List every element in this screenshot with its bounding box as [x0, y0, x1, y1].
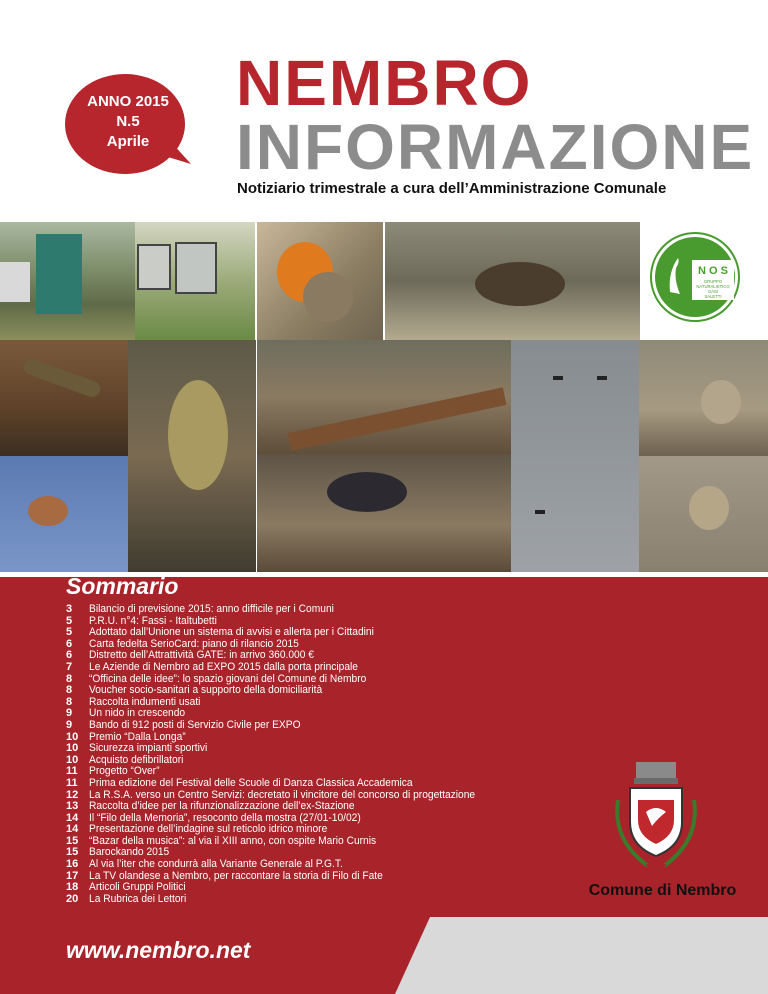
- sommario-item-page: 16: [66, 858, 79, 871]
- sommario-item-title: Raccolta indumenti usati: [89, 695, 201, 708]
- sommario-item-page: 15: [66, 846, 79, 859]
- photo-lizard: [0, 340, 128, 456]
- sommario-item-page: 11: [66, 765, 78, 778]
- sommario-item-page: 13: [66, 800, 79, 813]
- sommario-item-title: Barockando 2015: [89, 846, 170, 859]
- sommario-heading: Sommario: [66, 573, 179, 599]
- nos-logo-line2: NATURALISTICO: [696, 284, 730, 289]
- sommario-list: [66, 604, 586, 905]
- sommario-item-page: 7: [66, 660, 73, 673]
- sommario-item-title: Acquisto defibrillatori: [89, 753, 184, 766]
- issue-year: ANNO 2015: [87, 93, 169, 110]
- sommario-item-title: Presentazione dell’indagine sul reticolo idrico minore: [89, 823, 328, 836]
- sommario-item-page: 5: [66, 626, 73, 639]
- sommario-item-title: Prima edizione del Festival delle Scuole di Danza Classica Accademica: [89, 776, 413, 789]
- masthead-title-line1: NEMBRO: [236, 47, 533, 119]
- sommario-item-page: 3: [66, 603, 73, 615]
- photo-moorhen: [257, 454, 511, 572]
- coat-of-arms-icon: [608, 760, 704, 878]
- comune-label: Comune di Nembro: [588, 882, 737, 899]
- sommario-item-title: P.R.U. n°4: Fassi - Italtubetti: [89, 614, 217, 627]
- sommario-item-title: Il “Filo della Memoria”, resoconto della mostra (27/01-10/02): [89, 811, 361, 824]
- sommario-item-page: 9: [66, 718, 73, 731]
- masthead-subtitle: Notiziario trimestrale a cura dell’Amministrazione Comunale: [237, 180, 667, 197]
- photo-grebe: [385, 222, 640, 340]
- sommario-item-page: 5: [66, 614, 73, 627]
- sommario-item-title: Sicurezza impianti sportivi: [89, 742, 208, 755]
- issue-badge: [63, 92, 193, 152]
- sommario-item-page: 10: [66, 730, 79, 743]
- sommario-item: [66, 894, 586, 906]
- sommario-item-title: Carta fedelta SerioCard: piano di rilancio 2015: [89, 637, 299, 650]
- sommario-item-page: 12: [66, 788, 79, 801]
- sommario-item-page: 8: [66, 695, 73, 708]
- sommario-item-page: 8: [66, 672, 73, 685]
- issue-number: N.5: [116, 113, 140, 130]
- nos-logo-line1: GRUPPO: [703, 279, 723, 284]
- photo-exhibition: [0, 222, 135, 340]
- photo-bird-branch: [639, 456, 768, 572]
- sommario-item-page: 6: [66, 649, 73, 662]
- sommario-item-title: “Bazar della musica”: al via il XIII anno, con ospite Mario Curnis: [89, 834, 377, 847]
- sommario-item-page: 10: [66, 753, 79, 766]
- website-link[interactable]: www.nembro.net: [66, 937, 251, 963]
- photo-robin: [257, 222, 383, 340]
- sommario-item-title: Distretto dell’Attrattività GATE: in arrivo 360.000 €: [89, 649, 314, 662]
- sommario-item-title: La R.S.A. verso un Centro Servizi: decretato il vincitore del concorso di progettazione: [89, 788, 476, 801]
- nos-logo-line4: SALETTI: [704, 294, 722, 299]
- sommario-item-title: “Officina delle idee”: lo spazio giovani del Comune di Nembro: [89, 672, 367, 685]
- masthead-title-line2: INFORMAZIONE: [236, 111, 755, 183]
- photo-sparrow: [639, 340, 768, 456]
- sommario-item-page: 15: [66, 834, 79, 847]
- nos-logo-line3: OASI: [707, 289, 719, 294]
- photo-warblers: [257, 340, 511, 454]
- sommario-item-page: 8: [66, 684, 73, 697]
- photo-siskin: [128, 340, 256, 572]
- sommario-item-page: 20: [66, 892, 79, 905]
- photo-finch: [0, 456, 128, 572]
- sommario-item-title: Bando di 912 posti di Servizio Civile per EXPO: [89, 718, 301, 731]
- sommario-item-title: Le Aziende di Nembro ad EXPO 2015 dalla porta principale: [89, 660, 359, 673]
- sommario-item-title: Articoli Gruppi Politici: [89, 881, 186, 894]
- sommario-item-page: 18: [66, 881, 79, 894]
- sommario-item-page: 17: [66, 869, 79, 882]
- sommario-item-title: Premio “Dalla Longa”: [89, 730, 186, 743]
- sommario-item-page: 6: [66, 637, 73, 650]
- sommario-item-title: Bilancio di previsione 2015: anno difficile per i Comuni: [89, 603, 334, 615]
- sommario-item-title: Raccolta d’idee per la rifunzionalizzazione dell’ex-Stazione: [89, 800, 355, 813]
- sommario-item-page: 10: [66, 742, 79, 755]
- sommario-item-title: Progetto “Over”: [89, 765, 160, 778]
- sommario-item-title: Al via l’iter che condurrà alla Variante Generale al P.G.T.: [89, 858, 343, 871]
- sommario-item-title: Un nido in crescendo: [89, 707, 186, 720]
- sommario-item-title: La TV olandese a Nembro, per raccontare la storia di Filo di Fate: [89, 869, 383, 882]
- sommario-item-title: La Rubrica dei Lettori: [89, 892, 187, 905]
- sommario-item-title: Voucher socio-sanitari a supporto della domiciliarità: [89, 684, 323, 697]
- sommario-item-page: 11: [66, 776, 78, 789]
- nos-logo: [650, 232, 740, 322]
- issue-month: Aprile: [106, 133, 150, 150]
- sommario-item-page: 14: [66, 811, 79, 824]
- photo-exhibition-panels: [135, 222, 255, 340]
- sommario-item-title: Adottato dall’Unione un sistema di avvisi e allerta per i Cittadini: [89, 626, 374, 639]
- sommario-item-page: 14: [66, 823, 79, 836]
- sommario-item-page: 9: [66, 707, 73, 720]
- photo-flying-birds: [511, 340, 639, 572]
- nos-logo-letters: N O S: [698, 265, 728, 277]
